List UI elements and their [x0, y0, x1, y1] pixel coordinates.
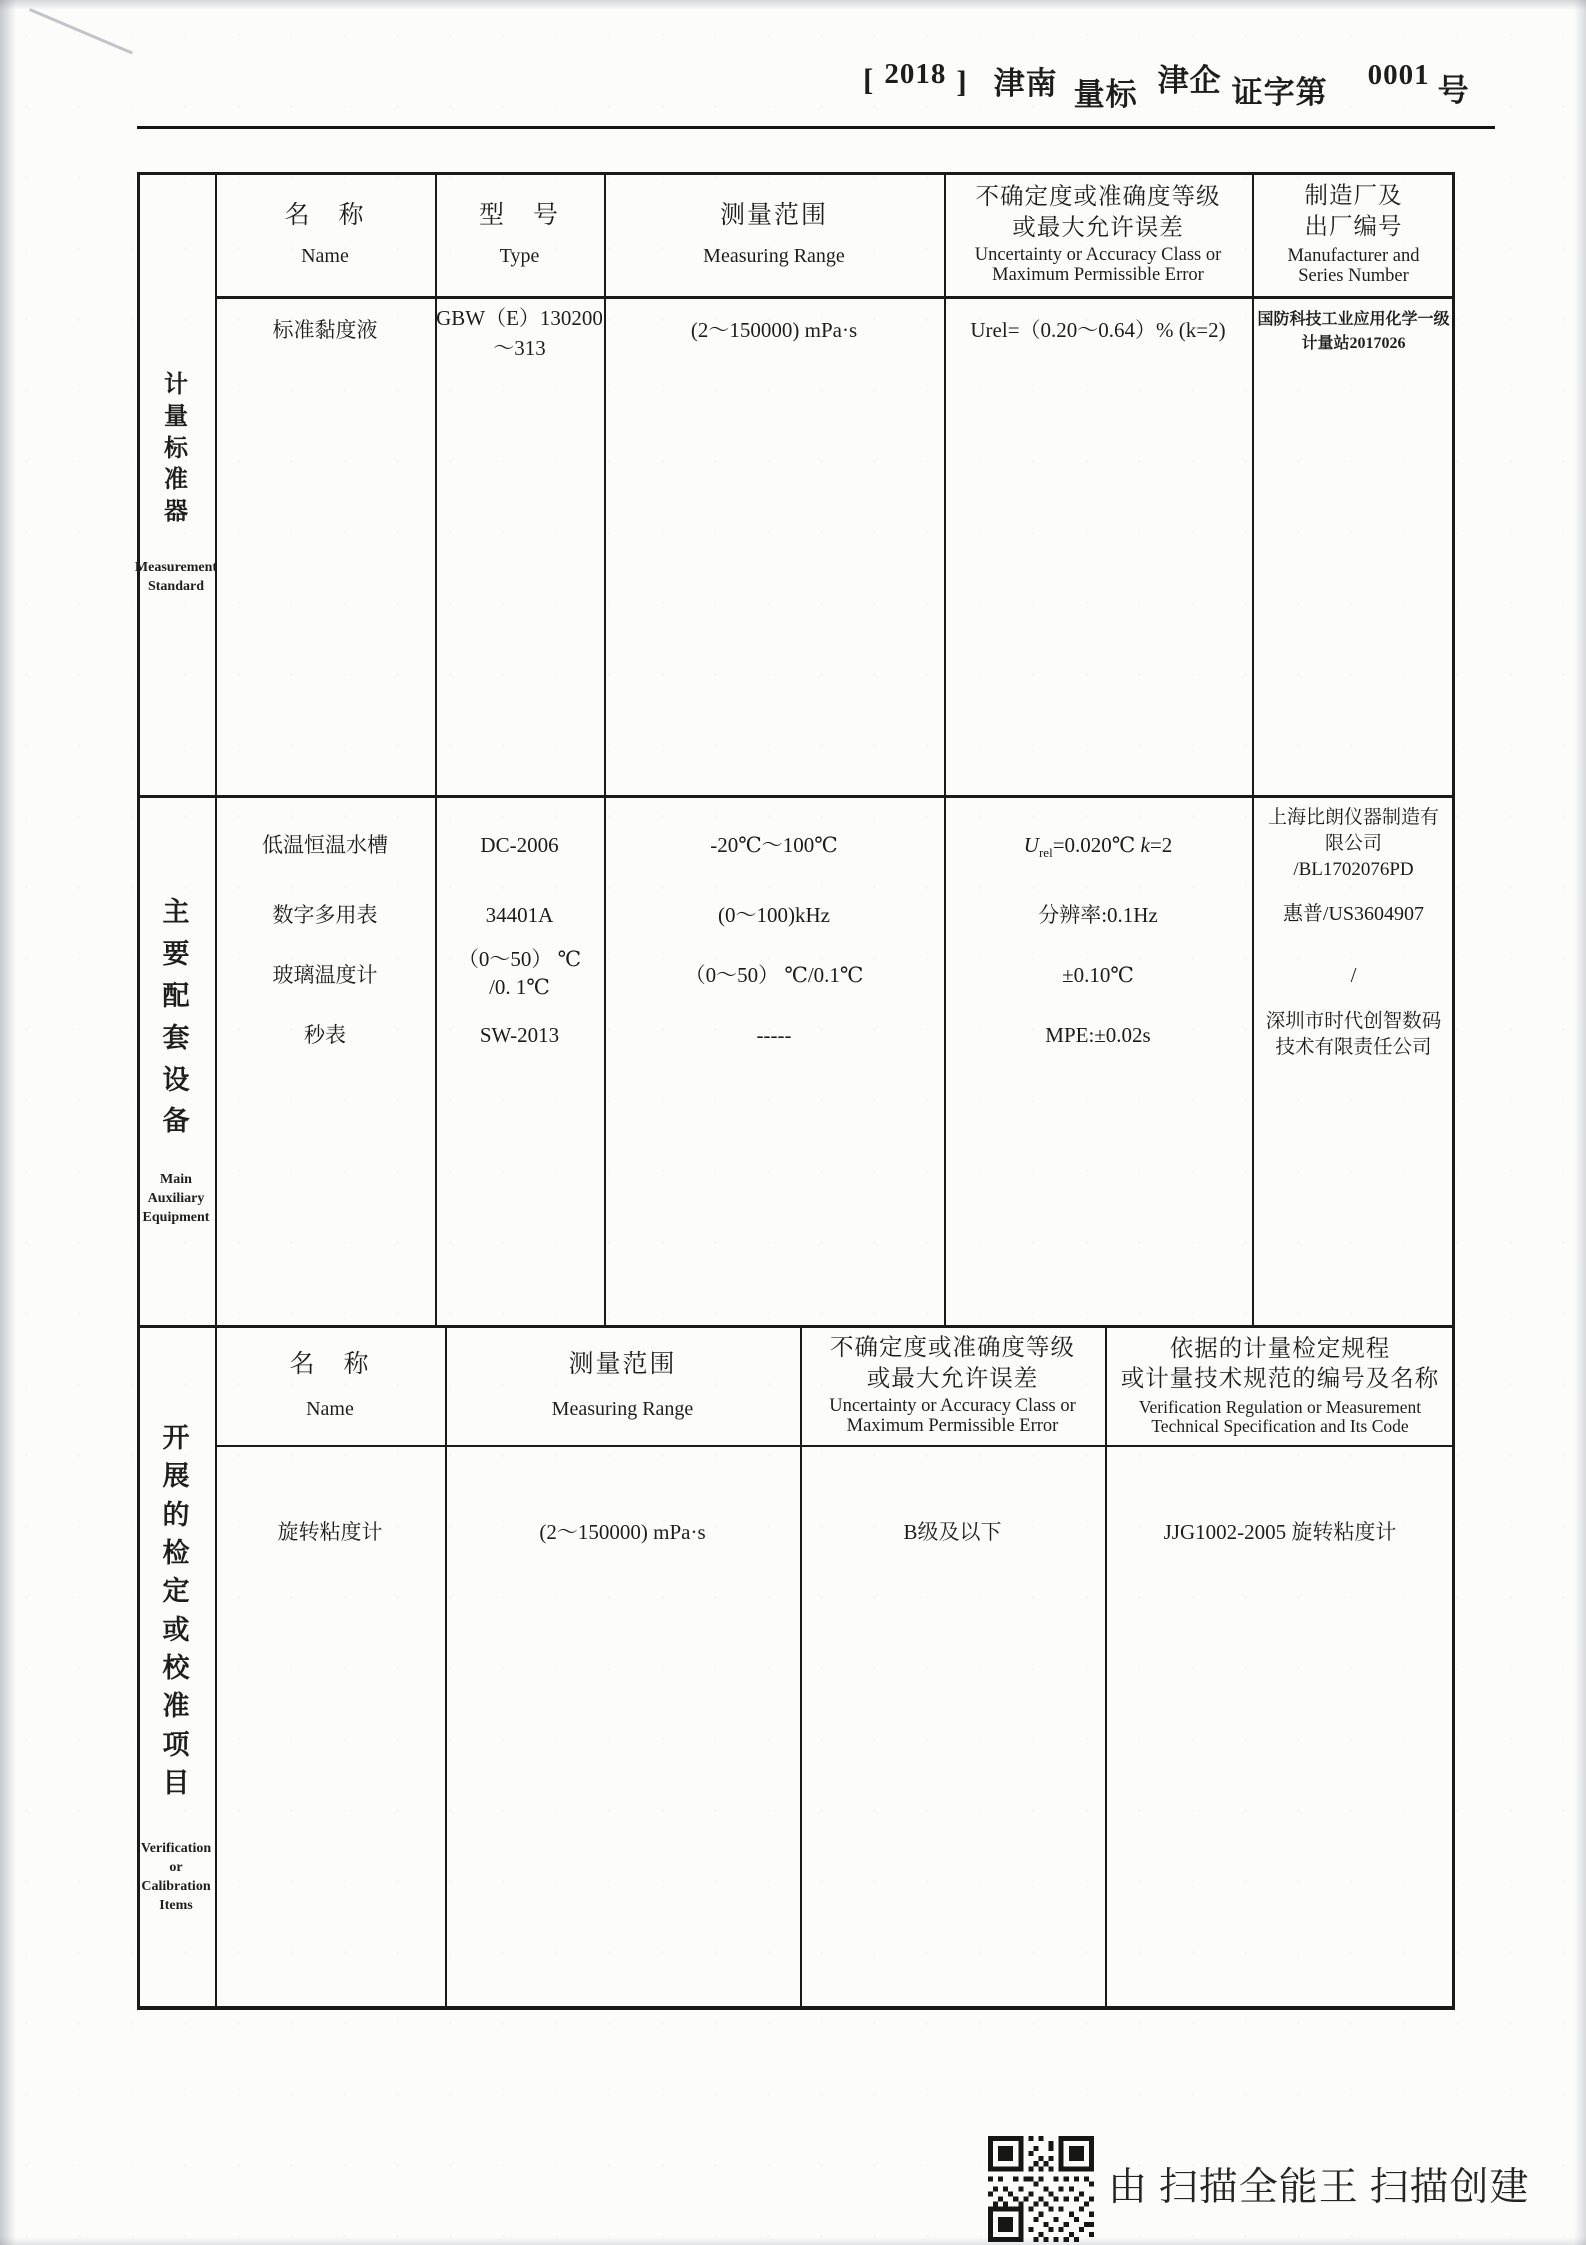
item-uncertainty: B级及以下 — [903, 1520, 1002, 1544]
standard-manufacturer-line: 国防科技工业应用化学一级 — [1257, 311, 1450, 328]
header-en: Name — [306, 1398, 354, 1421]
equipment-uncertainty: 分辨率:0.1Hz — [1038, 903, 1158, 927]
header-en: Maximum Permissible Error — [846, 1416, 1059, 1437]
equipment-range: ----- — [756, 1023, 792, 1047]
row-label-en — [143, 1171, 210, 1228]
equipment-manufacturer-line: 技术有限责任公司 — [1275, 1037, 1432, 1059]
equipment-name: 数字多用表 — [272, 903, 378, 927]
cell-standard-type — [435, 296, 604, 795]
header-cn: 测量范围 — [568, 1350, 677, 1378]
header-cn: 制造厂及 — [1304, 183, 1403, 210]
uncertainty-variable: U — [1023, 833, 1039, 857]
column-header-measuring-range — [604, 172, 944, 296]
header-cn: 依据的计量检定规程 — [1169, 1335, 1391, 1362]
row-label-cn: 主要配套设备 — [162, 897, 190, 1137]
scan-edge-shadow-top — [0, 0, 1586, 10]
cell-item-range — [445, 1445, 800, 2010]
header-cn: 或计量技术规范的编号及名称 — [1120, 1366, 1440, 1393]
header-en: Measuring Range — [551, 1398, 694, 1421]
cell-standard-name — [215, 296, 435, 795]
row-label-en-line: or — [169, 1860, 183, 1876]
row-label-en — [135, 559, 217, 597]
cell-standard-uncertainty — [944, 296, 1252, 795]
row-label-en-line: Calibration — [141, 1879, 211, 1895]
cell-item-regulation — [1105, 1445, 1455, 2010]
equipment-uncertainty — [944, 831, 1252, 862]
header-en: Manufacturer and — [1287, 245, 1420, 266]
cell-item-name — [215, 1445, 445, 2010]
cell-standard-range — [604, 296, 944, 795]
column-equipment-uncertainties — [944, 795, 1252, 1325]
column-header-name — [215, 172, 435, 296]
equipment-name: 低温恒温水槽 — [262, 833, 388, 857]
column-header-measuring-range-items — [445, 1325, 800, 1445]
column-equipment-types — [435, 795, 604, 1325]
header-cn: 不确定度或准确度等级 — [830, 1334, 1075, 1361]
row-label-en-line: Standard — [147, 578, 205, 594]
certificate-seg-liangbiao: 量标 — [1073, 77, 1138, 112]
header-cn: 不确定度或准确度等级 — [975, 183, 1221, 210]
header-cn: 型 号 — [478, 202, 560, 230]
certificate-number-line — [863, 56, 1470, 112]
equipment-range: （0～50） ℃/0.1℃ — [684, 963, 864, 987]
row-label-verification-items — [137, 1325, 215, 2010]
header-cn: 或最大允许误差 — [866, 1365, 1039, 1392]
equipment-type: SW-2013 — [479, 1023, 560, 1047]
header-cn: 名 称 — [289, 1350, 371, 1378]
item-name: 旋转粘度计 — [277, 1520, 383, 1544]
equipment-range: -20℃～100℃ — [710, 833, 838, 857]
header-cn: 测量范围 — [719, 202, 828, 230]
equipment-manufacturer-line: /BL1702076PD — [1293, 859, 1414, 881]
column-equipment-ranges — [604, 795, 944, 1325]
item-regulation: JJG1002-2005 旋转粘度计 — [1163, 1520, 1397, 1544]
row-label-en-line: Main — [160, 1172, 192, 1188]
column-equipment-names — [215, 795, 435, 1325]
certificate-seg-zhengzidi: 证字第 — [1231, 75, 1328, 110]
equipment-manufacturer-line: 深圳市时代创智数码 — [1265, 1011, 1442, 1032]
equipment-type: DC-2006 — [480, 833, 559, 857]
equipment-type-line: /0. 1℃ — [489, 975, 550, 1000]
row-label-en-line: Measurement — [134, 559, 218, 575]
header-rule — [137, 126, 1495, 129]
header-en: Measuring Range — [703, 244, 845, 267]
column-equipment-manufacturers — [1252, 795, 1455, 1325]
cell-item-uncertainty — [800, 1445, 1105, 2010]
standard-range: (2～150000) mPa·s — [690, 318, 858, 342]
column-header-type — [435, 172, 604, 296]
row-label-en-line: Verification — [140, 1841, 212, 1857]
equipment-manufacturer — [1252, 1009, 1455, 1062]
cell-standard-manufacturer — [1252, 296, 1455, 795]
coverage-factor-value: =2 — [1149, 833, 1173, 857]
item-range: (2～150000) mPa·s — [539, 1520, 706, 1544]
scan-edge-shadow-left — [0, 0, 16, 2245]
header-en: Type — [499, 244, 540, 267]
equipment-table — [134, 172, 1455, 2010]
equipment-type-line: （0～50） ℃ — [457, 947, 582, 971]
equipment-manufacturer: 惠普/US3604907 — [1282, 903, 1425, 925]
header-en: Series Number — [1298, 265, 1409, 286]
header-en: Maximum Permissible Error — [992, 265, 1204, 286]
certificate-number: 0001 — [1367, 59, 1430, 91]
row-label-en-line: Items — [159, 1898, 193, 1914]
scan-artifact-mark — [29, 8, 133, 55]
row-label-cn: 开展的检定或校准项目 — [162, 1423, 190, 1799]
header-cn: 出厂编号 — [1304, 214, 1403, 241]
equipment-range: (0～100)kHz — [718, 903, 830, 927]
standard-name: 标准黏度液 — [272, 318, 378, 342]
certificate-year: 2018 — [884, 58, 947, 90]
column-header-uncertainty — [944, 172, 1252, 296]
equipment-uncertainty: ±0.10℃ — [1062, 963, 1134, 987]
bracket-open: [ — [863, 62, 875, 97]
equipment-uncertainty: MPE:±0.02s — [1045, 1023, 1151, 1047]
row-label-en-line: Equipment — [142, 1209, 210, 1225]
column-header-manufacturer — [1252, 172, 1455, 296]
scan-edge-shadow-bottom — [0, 2237, 1586, 2245]
uncertainty-value: =0.020℃ — [1052, 833, 1141, 857]
column-header-regulation — [1105, 1325, 1455, 1445]
coverage-factor-variable: k — [1140, 833, 1150, 857]
header-en: Uncertainty or Accuracy Class or — [974, 245, 1222, 266]
column-header-uncertainty-items — [800, 1325, 1105, 1445]
standard-manufacturer-line: 计量站2017026 — [1301, 335, 1406, 352]
uncertainty-subscript: rel — [1038, 845, 1053, 861]
header-en: Verification Regulation or Measurement — [1138, 1396, 1422, 1417]
certificate-seg-jinqi: 津企 — [1157, 63, 1222, 98]
camscanner-watermark: 由 扫描全能王 扫描创建 — [1108, 2166, 1530, 2209]
row-label-main-auxiliary-equipment — [137, 795, 215, 1325]
qr-code-icon — [988, 2136, 1094, 2242]
standard-uncertainty: Urel=（0.20～0.64）% (k=2) — [970, 318, 1226, 342]
equipment-manufacturer: / — [1350, 963, 1357, 987]
header-cn: 或最大允许误差 — [1012, 214, 1184, 241]
row-label-en — [141, 1840, 211, 1916]
header-en: Name — [301, 244, 349, 267]
row-label-cn: 计量标准器 — [164, 372, 188, 526]
certificate-seg-hao: 号 — [1437, 73, 1470, 108]
header-en: Technical Specification and Its Code — [1151, 1416, 1409, 1437]
row-label-en-line: Auxiliary — [147, 1191, 205, 1207]
header-en: Uncertainty or Accuracy Class or — [829, 1396, 1076, 1417]
equipment-name: 秒表 — [304, 1023, 346, 1047]
equipment-manufacturer-line: 上海比朗仪器制造有 — [1267, 807, 1439, 828]
equipment-type — [435, 945, 604, 1002]
equipment-type: 34401A — [485, 903, 554, 927]
equipment-name: 玻璃温度计 — [272, 963, 378, 987]
standard-type-line: GBW（E）130200 — [436, 306, 603, 330]
column-header-name-items — [215, 1325, 445, 1445]
standard-type-line: ～313 — [493, 335, 546, 360]
equipment-manufacturer — [1252, 805, 1455, 884]
equipment-manufacturer-line: 限公司 — [1324, 833, 1382, 855]
bracket-close: ] — [956, 64, 968, 99]
certificate-region: 津南 — [993, 66, 1058, 101]
scan-edge-shadow-right — [1574, 0, 1586, 2245]
row-label-measurement-standard — [134, 172, 218, 795]
header-cn: 名 称 — [284, 202, 366, 230]
